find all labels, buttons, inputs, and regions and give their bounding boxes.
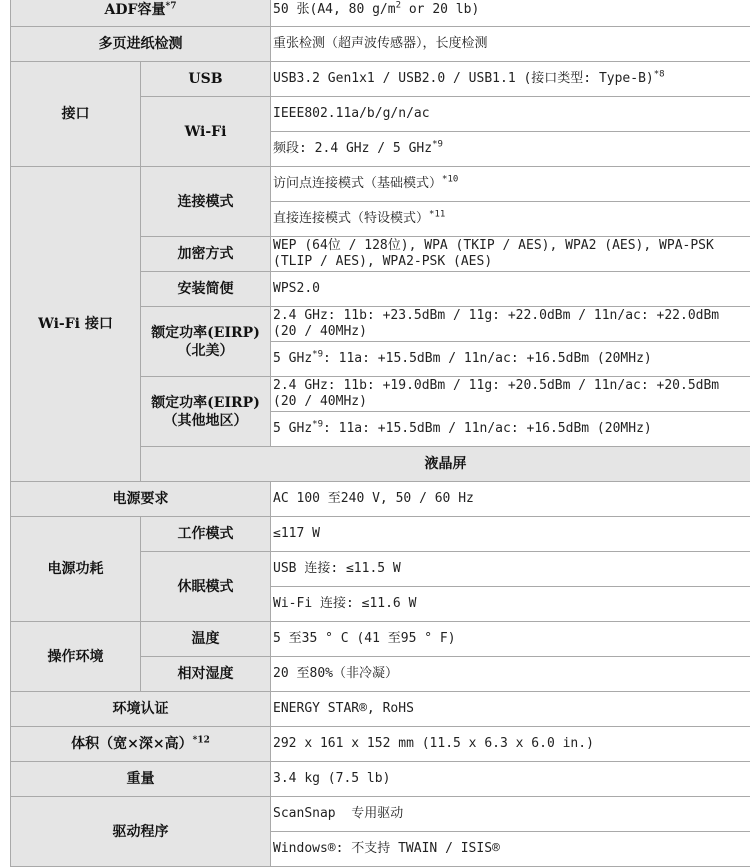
multifeed-label: 多页进纸检测 — [11, 27, 271, 62]
power-consumption-label: 电源功耗 — [11, 517, 141, 622]
row-certification — [11, 692, 750, 727]
wifi-band-value: 频段: 2.4 GHz / 5 GHz$^{*9}$ — [271, 132, 750, 167]
wifi-interface-label: Wi-Fi 接口 — [11, 167, 141, 482]
multifeed-value: 重张检测（超声波传感器），长度检测 — [271, 27, 750, 62]
sleep-mode-wifi-value: Wi-Fi 连接: ≤11.6 W — [271, 587, 750, 622]
connection-mode-value-1: 访问点连接模式（基础模式）$^{*10}$ — [271, 167, 750, 202]
row-weight — [11, 762, 750, 797]
row-multifeed — [11, 27, 750, 62]
row-dimensions — [11, 727, 750, 762]
certification-label: 环境认证 — [11, 692, 271, 727]
encryption-label: 加密方式 — [141, 237, 271, 272]
humidity-label: 相对湿度 — [141, 657, 271, 692]
operating-environment-label: 操作环境 — [11, 622, 141, 692]
row-driver-1 — [11, 797, 750, 832]
wifi-standard-value: IEEE802.11a/b/g/n/ac — [271, 97, 750, 132]
easy-setup-value: WPS2.0 — [271, 272, 750, 307]
power-na-label: 额定功率(EIRP)（北美） — [141, 307, 271, 377]
dimensions-label: 体积（宽×深×高）$^{*12}$ — [11, 727, 271, 762]
power-other-value-2: 5 GHz$^{*9}$: 11a: +15.5dBm / 11n/ac: +16.5dBm (20MHz) — [271, 412, 750, 447]
connection-mode-value-2: 直接连接模式（特设模式）$^{*11}$ — [271, 202, 750, 237]
power-other-label: 额定功率(EIRP)（其他地区） — [141, 377, 271, 447]
row-temperature — [11, 622, 750, 657]
driver-value-2: Windows®: 不支持 TWAIN / ISIS® — [271, 832, 750, 867]
usb-label: USB — [141, 62, 271, 97]
easy-setup-label: 安装简便 — [141, 272, 271, 307]
encryption-value: WEP (64位 / 128位), WPA (TKIP / AES), WPA2 (AES), WPA-PSK (TLIP / AES), WPA2-PSK (AES) — [271, 237, 750, 272]
wifi-label: Wi-Fi — [141, 97, 271, 167]
driver-value-1: ScanSnap 专用驱动 — [271, 797, 750, 832]
humidity-value: 20 至80%（非冷凝） — [271, 657, 750, 692]
weight-label: 重量 — [11, 762, 271, 797]
interface-label: 接口 — [11, 62, 141, 167]
operating-mode-label: 工作模式 — [141, 517, 271, 552]
row-connection-mode-1 — [11, 167, 750, 202]
row-interface-usb — [11, 62, 750, 97]
dimensions-value: 292 x 161 x 152 mm (11.5 x 6.3 x 6.0 in.) — [271, 727, 750, 762]
power-other-value-1: 2.4 GHz: 11b: +19.0dBm / 11g: +20.5dBm / 11n/ac: +20.5dBm (20 / 40MHz) — [271, 377, 750, 412]
certification-value: ENERGY STAR®, RoHS — [271, 692, 750, 727]
adf-capacity-value: 50 张(A4, 80 $g/m^2$ or 20 lb) — [271, 0, 750, 27]
row-adf-capacity — [11, 0, 750, 27]
sleep-mode-usb-value: USB 连接: ≤11.5 W — [271, 552, 750, 587]
row-operating-mode — [11, 517, 750, 552]
power-na-value-1: 2.4 GHz: 11b: +23.5dBm / 11g: +22.0dBm / 11n/ac: +22.0dBm (20 / 40MHz) — [271, 307, 750, 342]
lcd-label: 液晶屏 — [141, 447, 750, 482]
connection-mode-label: 连接模式 — [141, 167, 271, 237]
power-requirement-label: 电源要求 — [11, 482, 271, 517]
sleep-mode-label: 休眠模式 — [141, 552, 271, 622]
temperature-label: 温度 — [141, 622, 271, 657]
power-requirement-value: AC 100 至240 V, 50 / 60 Hz — [271, 482, 750, 517]
operating-mode-value: ≤117 W — [271, 517, 750, 552]
usb-value: USB3.2 Gen1x1 / USB2.0 / USB1.1 (接口类型: Type-B)$^{*8}$ — [271, 62, 750, 97]
adf-capacity-label: ADF容量$^{*7}$ — [11, 0, 271, 27]
spec-table — [10, 0, 750, 867]
power-na-value-2: 5 GHz$^{*9}$: 11a: +15.5dBm / 11n/ac: +16.5dBm (20MHz) — [271, 342, 750, 377]
weight-value: 3.4 kg (7.5 lb) — [271, 762, 750, 797]
driver-label: 驱动程序 — [11, 797, 271, 867]
row-power-requirement — [11, 482, 750, 517]
temperature-value: 5 至35 ° C (41 至95 ° F) — [271, 622, 750, 657]
